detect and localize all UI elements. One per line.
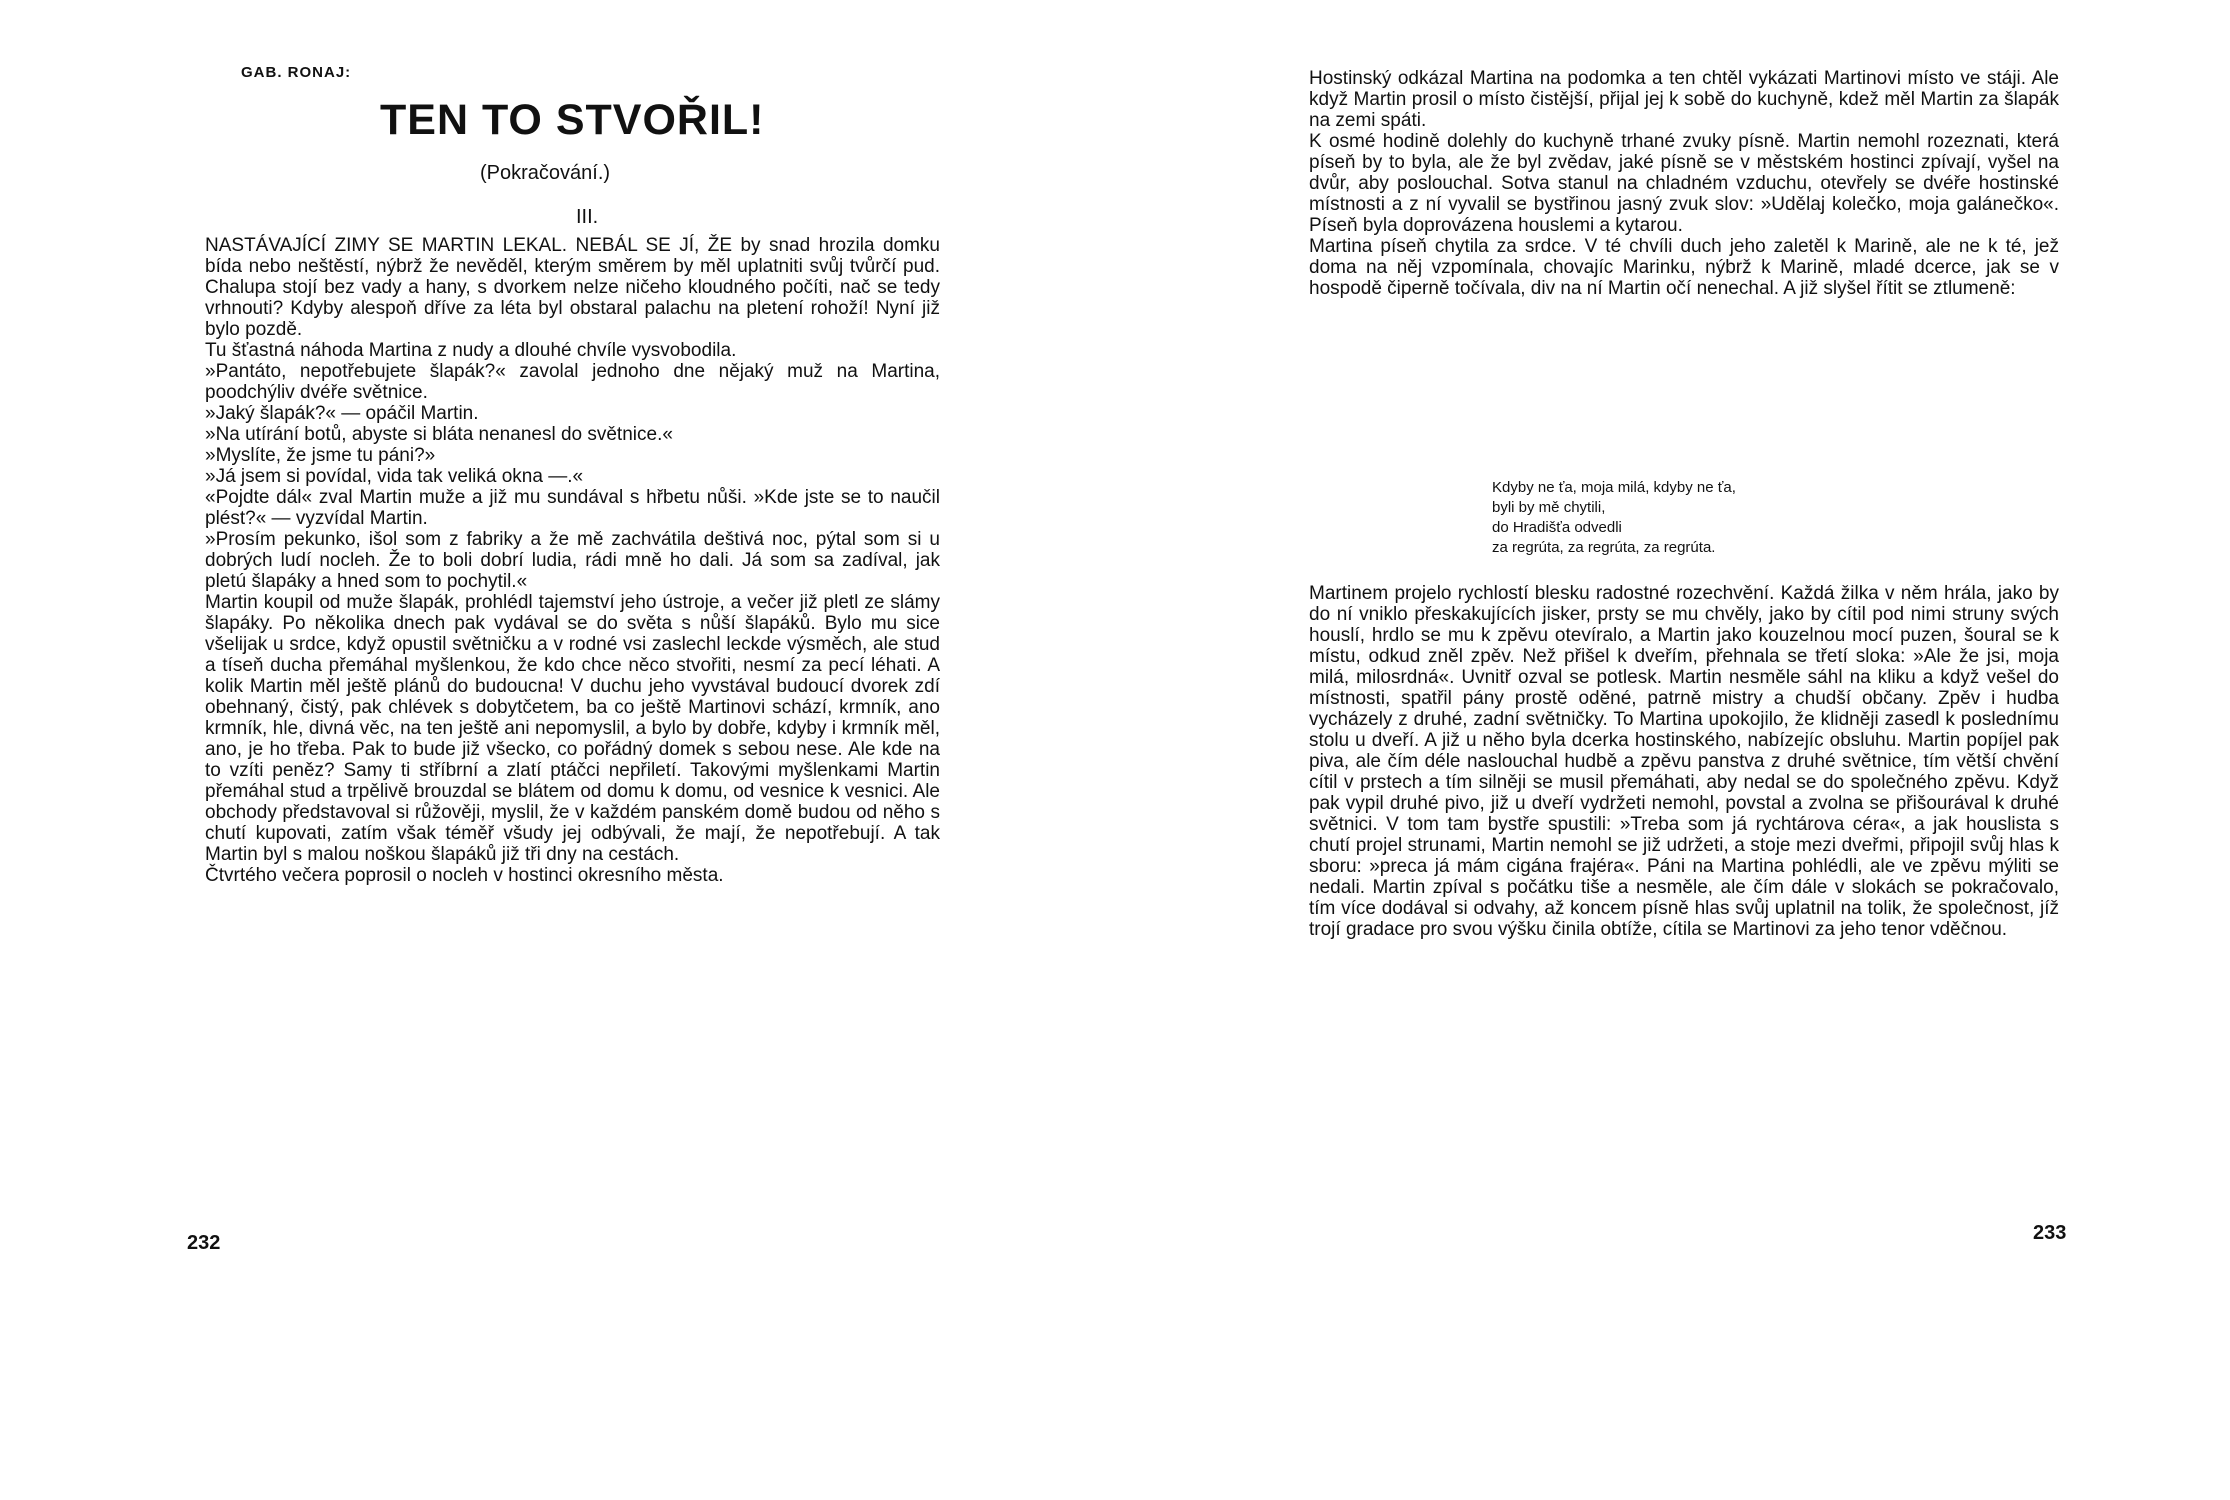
paragraph: «Pojdte dál« zval Martin muže a již mu sundával s hřbetu nůši. »Kde jste se to naučil plést?« — vyzvídal Martin. xyxy=(205,487,940,529)
right-page-text-bottom xyxy=(1309,583,2059,940)
paragraph: »Na utírání botů, abyste si bláta nenanesl do světnice.« xyxy=(205,424,673,445)
song-verse xyxy=(1492,478,1992,558)
chapter-number: III. xyxy=(576,206,599,228)
paragraph: Martinem projelo rychlostí blesku radostné rozechvění. Každá žilka v něm hrála, jako by do ní vniklo přeskakujících jisker, prsty se mu chvěly, jako by cítil pod nimi struny svých houslí, hrdlo se mu k zpěvu otevíralo, a Martin jako kouzelnou mocí puzen, šoural se k místu, odkud zněl zpěv. Než přišel k dveřím, přehnala se třetí sloka: »Ale že jsi, moja milá, milosrdná«. Uvnitř ozval se potlesk. Martin nesměle sáhl na kliku a když vešel do místnosti, spatřil pány prostě oděné, patrně mistry a chudší občany. Zpěv i hudba vycházely z druhé, zadní světničky. To Martina upokojilo, že klidněji zasedl k poslednímu stolu u dveří. A již u něho byla dcerka hostinského, nabízejíc obsluhu. Martin popíjel pak piva, ale čím déle naslouchal hudbě a zpěvu panstva z druhé světnice, tím větší chvění cítil v prstech a tím silněji se musil přemáhati, aby nedal se do společného zpěvu. Když pak vypil druhé pivo, již u dveří vydržeti nemohl, povstal a zvolna se přišourával k druhé světnici. V tom tam bystře spustili: »Treba som já rychtárova céra«, a jak houslista s chutí projel strunami, Martin nemohl se již udržeti, a stoje mezi dveřmi, připojil svůj hlas k sboru: »preca já mám cigána frajéra«. Páni na Martina pohlédli, ale ve zpěvu mýliti se nedali. Martin zpíval s počátku tiše a nesměle, ale čím dále v slokách se pokračovalo, tím více dodával si odvahy, až koncem písně hlas svůj uplatnil na tolik, že společnost, jíž trojí gradace pro svou výšku činila obtíže, cítila se Martinovi za jeho tenor vděčnou. xyxy=(1309,583,2059,940)
paragraph: »Prosím pekunko, išol som z fabriky a že mě zachvátila deštivá noc, pýtal som si u dobrých ludí nocleh. Že to boli dobrí ludia, rádi mně ho dali. Já som sa zadíval, jak pletú šlapáky a hned som to pochytil.« xyxy=(205,529,940,592)
story-subtitle: (Pokračování.) xyxy=(480,162,611,184)
story-title: TEN TO STVOŘIL! xyxy=(380,96,765,144)
paragraph: »Já jsem si povídal, vida tak veliká okna —.« xyxy=(205,466,584,487)
paragraph: Hostinský odkázal Martina na podomka a ten chtěl vykázati Martinovi místo ve stáji. Ale když Martin prosil o místo čistější, přijal jej k sobě do kuchyně, kdež měl Martin za šlapák na zemi spáti. xyxy=(1309,68,2059,131)
paragraph: Martin koupil od muže šlapák, prohlédl tajemství jeho ústroje, a večer již pletl ze slámy šlapáky. Po několika dnech pak vydával se do světa s nůší šlapáků. Bylo mu sice všelijak u srdce, když opustil světničku a v rodné vsi zaslechl leckde výsměch, ale stud a tíseň ducha přemáhal myšlenkou, že kdo chce něco stvořiti, nesmí za pecí léhati. A kolik Martin měl ještě plánů do budoucna! V duchu jeho vyvstával budoucí dvorek zdí obehnaný, čistý, pak chlévek s dobytčetem, ba co ještě Martinovi schází, krmník, ano krmník, hle, divná věc, na ten ještě ani nepomyslil, a bylo by dobře, kdyby i krmník měl, ano, je ho třeba. Pak to bude již všecko, co pořádný domek s sebou nese. Ale kde na to vzíti peněz? Samy ti stříbrní a zlatí ptáčci nepřiletí. Takovými myšlenkami Martin přemáhal stud a trpělivě brouzdal se blátem od domu k domu, od vesnice k vesnici. Ale obchody představoval si růžověji, myslil, že v každém panském domě budou od něho s chutí kupovati, zatím však téměř všudy jej odbývali, že mají, že nepotřebují. A tak Martin byl s malou noškou šlapáků již tři dny na cestách. xyxy=(205,592,940,865)
right-page-text-top xyxy=(1309,68,2059,299)
verse-line: byli by mě chytili, xyxy=(1492,499,1606,516)
verse-line: za regrúta, za regrúta, za regrúta. xyxy=(1492,539,1716,556)
left-page-text xyxy=(205,235,940,886)
paragraph: Tu šťastná náhoda Martina z nudy a dlouhé chvíle vysvobodila. xyxy=(205,340,737,361)
author-name: GAB. RONAJ: xyxy=(241,64,352,81)
paragraph: K osmé hodině dolehly do kuchyně trhané zvuky písně. Martin nemohl rozeznati, která píseň by to byla, ale že byl zvědav, jaké písně se v městském hostinci zpívají, vyšel na dvůr, aby poslouchal. Sotva stanul na chladném vzduchu, otevřely se dvéře hostinské místnosti a z ní vyvalil se bystřinou jasný zvuk slov: »Udělaj kolečko, moja galánečko«. Píseň byla doprovázena houslemi a kytarou. xyxy=(1309,131,2059,236)
paragraph: Martina píseň chytila za srdce. V té chvíli duch jeho zaletěl k Marině, ale ne k té, jež doma na něj vzpomínala, chovajíc Marinku, nýbrž k Marině, mladé dcerce, jak se v hospodě čiperně točívala, div na ní Martin očí nenechal. A již slyšel řítit se ztlumeně: xyxy=(1309,236,2059,299)
paragraph: »Pantáto, nepotřebujete šlapák?« zavolal jednoho dne nějaký muž na Martina, poodchýliv dvéře světnice. xyxy=(205,361,940,403)
paragraph: Čtvrtého večera poprosil o nocleh v hostinci okresního města. xyxy=(205,865,724,886)
verse-line: Kdyby ne ťa, moja milá, kdyby ne ťa, xyxy=(1492,479,1736,496)
paragraph: NASTÁVAJÍCÍ ZIMY SE MARTIN LEKAL. NEBÁL SE JÍ, ŽE by snad hrozila domku bída nebo neštěstí, nýbrž že nevěděl, kterým směrem by měl uplatniti svůj tvůrčí pud. Chalupa stojí bez vady a hany, s dvorkem nelze ničeho kloudného počíti, nač se tedy vrhnouti? Kdyby alespoň dříve za léta byl obstaral palachu na pletení rohoží! Nyní již bylo pozdě. xyxy=(205,235,940,340)
page-number-left: 232 xyxy=(187,1232,221,1254)
paragraph: »Jaký šlapák?« — opáčil Martin. xyxy=(205,403,479,424)
page-number-right: 233 xyxy=(2033,1222,2067,1244)
verse-line: do Hradišťa odvedli xyxy=(1492,519,1622,536)
paragraph: »Myslíte, že jsme tu páni?» xyxy=(205,445,436,466)
right-page xyxy=(1115,0,2230,1500)
